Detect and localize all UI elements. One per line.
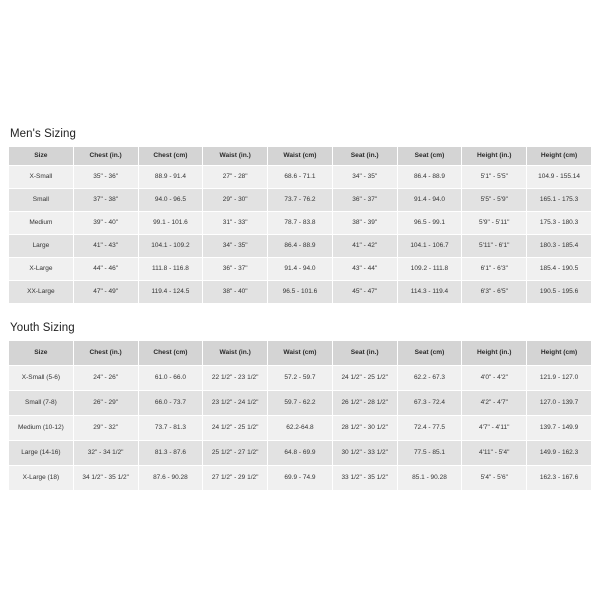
cell-waist-in: 27" - 28"	[203, 166, 268, 189]
cell-seat-in: 30 1/2" - 33 1/2"	[332, 441, 397, 466]
column-header-waist-in: Waist (in.)	[203, 341, 268, 366]
cell-seat-cm: 109.2 - 111.8	[397, 258, 462, 281]
cell-seat-in: 41" - 42"	[332, 235, 397, 258]
cell-height-cm: 149.9 - 162.3	[527, 441, 592, 466]
cell-seat-in: 26 1/2" - 28 1/2"	[332, 391, 397, 416]
cell-chest-cm: 87.6 - 90.28	[138, 466, 203, 491]
table-row	[9, 235, 592, 258]
cell-height-in: 5'5" - 5'9"	[462, 189, 527, 212]
cell-seat-in: 34" - 35"	[332, 166, 397, 189]
column-header-seat-cm: Seat (cm)	[397, 341, 462, 366]
cell-chest-cm: 94.0 - 96.5	[138, 189, 203, 212]
cell-height-cm: 162.3 - 167.6	[527, 466, 592, 491]
cell-seat-in: 33 1/2" - 35 1/2"	[332, 466, 397, 491]
cell-size: X-Small	[9, 166, 74, 189]
column-header-waist-in: Waist (in.)	[203, 147, 268, 166]
cell-chest-in: 37" - 38"	[73, 189, 138, 212]
youth-sizing-title: Youth Sizing	[10, 322, 75, 334]
cell-height-cm: 165.1 - 175.3	[527, 189, 592, 212]
cell-chest-cm: 66.0 - 73.7	[138, 391, 203, 416]
cell-height-cm: 175.3 - 180.3	[527, 212, 592, 235]
column-header-height-in: Height (in.)	[462, 147, 527, 166]
column-header-height-in: Height (in.)	[462, 341, 527, 366]
column-header-seat-in: Seat (in.)	[332, 341, 397, 366]
cell-seat-cm: 77.5 - 85.1	[397, 441, 462, 466]
cell-size: Medium	[9, 212, 74, 235]
cell-size: Small	[9, 189, 74, 212]
cell-seat-in: 38" - 39"	[332, 212, 397, 235]
cell-waist-cm: 68.6 - 71.1	[268, 166, 333, 189]
cell-chest-cm: 61.0 - 66.0	[138, 366, 203, 391]
cell-seat-in: 45" - 47"	[332, 281, 397, 304]
cell-seat-cm: 96.5 - 99.1	[397, 212, 462, 235]
cell-seat-cm: 62.2 - 67.3	[397, 366, 462, 391]
cell-chest-in: 35" - 36"	[73, 166, 138, 189]
cell-size: Large (14-16)	[9, 441, 74, 466]
cell-waist-cm: 64.8 - 69.9	[268, 441, 333, 466]
column-header-seat-in: Seat (in.)	[332, 147, 397, 166]
cell-waist-in: 31" - 33"	[203, 212, 268, 235]
cell-size: Medium (10-12)	[9, 416, 74, 441]
cell-size: X-Large (18)	[9, 466, 74, 491]
cell-height-in: 4'7" - 4'11"	[462, 416, 527, 441]
cell-chest-in: 44" - 46"	[73, 258, 138, 281]
table-row	[9, 391, 592, 416]
cell-waist-in: 34" - 35"	[203, 235, 268, 258]
table-header-row	[9, 147, 592, 166]
table-row	[9, 189, 592, 212]
cell-height-cm: 127.0 - 139.7	[527, 391, 592, 416]
cell-waist-in: 27 1/2" - 29 1/2"	[203, 466, 268, 491]
cell-size: Large	[9, 235, 74, 258]
cell-seat-cm: 104.1 - 106.7	[397, 235, 462, 258]
column-header-height-cm: Height (cm)	[527, 341, 592, 366]
size-chart-content	[8, 128, 592, 491]
cell-seat-in: 36" - 37"	[332, 189, 397, 212]
mens-table-header	[9, 147, 592, 166]
cell-height-in: 6'3" - 6'5"	[462, 281, 527, 304]
cell-height-cm: 185.4 - 190.5	[527, 258, 592, 281]
cell-waist-cm: 78.7 - 83.8	[268, 212, 333, 235]
cell-height-cm: 139.7 - 149.9	[527, 416, 592, 441]
cell-height-in: 5'4" - 5'6"	[462, 466, 527, 491]
column-header-waist-cm: Waist (cm)	[268, 341, 333, 366]
table-row	[9, 281, 592, 304]
youth-sizing-section	[8, 322, 592, 491]
youth-table-header	[9, 341, 592, 366]
cell-height-in: 4'0" - 4'2"	[462, 366, 527, 391]
cell-waist-in: 38" - 40"	[203, 281, 268, 304]
cell-chest-cm: 81.3 - 87.6	[138, 441, 203, 466]
cell-height-cm: 104.9 - 155.14	[527, 166, 592, 189]
cell-size: X-Large	[9, 258, 74, 281]
cell-waist-in: 25 1/2" - 27 1/2"	[203, 441, 268, 466]
cell-chest-in: 39" - 40"	[73, 212, 138, 235]
cell-height-cm: 180.3 - 185.4	[527, 235, 592, 258]
youth-table-body	[9, 366, 592, 491]
cell-chest-in: 41" - 43"	[73, 235, 138, 258]
cell-chest-cm: 104.1 - 109.2	[138, 235, 203, 258]
column-header-chest-cm: Chest (cm)	[138, 147, 203, 166]
mens-sizing-section	[8, 128, 592, 304]
cell-seat-in: 28 1/2" - 30 1/2"	[332, 416, 397, 441]
cell-waist-cm: 62.2-64.8	[268, 416, 333, 441]
cell-height-cm: 190.5 - 195.6	[527, 281, 592, 304]
cell-seat-cm: 91.4 - 94.0	[397, 189, 462, 212]
cell-size: X-Small (5-6)	[9, 366, 74, 391]
column-header-chest-in: Chest (in.)	[73, 147, 138, 166]
table-header-row	[9, 341, 592, 366]
table-row	[9, 366, 592, 391]
cell-waist-cm: 91.4 - 94.0	[268, 258, 333, 281]
mens-table-body	[9, 166, 592, 304]
cell-waist-in: 23 1/2" - 24 1/2"	[203, 391, 268, 416]
cell-waist-cm: 69.9 - 74.9	[268, 466, 333, 491]
column-header-size: Size	[9, 147, 74, 166]
cell-chest-cm: 111.8 - 116.8	[138, 258, 203, 281]
mens-sizing-title: Men's Sizing	[10, 128, 77, 140]
cell-chest-in: 47" - 49"	[73, 281, 138, 304]
column-header-seat-cm: Seat (cm)	[397, 147, 462, 166]
cell-chest-in: 32" - 34 1/2"	[73, 441, 138, 466]
cell-waist-cm: 59.7 - 62.2	[268, 391, 333, 416]
cell-chest-in: 24" - 26"	[73, 366, 138, 391]
cell-waist-in: 29" - 30"	[203, 189, 268, 212]
cell-height-in: 5'11" - 6'1"	[462, 235, 527, 258]
cell-waist-cm: 96.5 - 101.6	[268, 281, 333, 304]
column-header-waist-cm: Waist (cm)	[268, 147, 333, 166]
column-header-chest-in: Chest (in.)	[73, 341, 138, 366]
cell-waist-in: 36" - 37"	[203, 258, 268, 281]
table-row	[9, 166, 592, 189]
column-header-chest-cm: Chest (cm)	[138, 341, 203, 366]
cell-chest-cm: 119.4 - 124.5	[138, 281, 203, 304]
youth-sizing-table	[8, 340, 592, 491]
cell-waist-in: 24 1/2" - 25 1/2"	[203, 416, 268, 441]
cell-size: XX-Large	[9, 281, 74, 304]
cell-seat-cm: 114.3 - 119.4	[397, 281, 462, 304]
cell-height-cm: 121.9 - 127.0	[527, 366, 592, 391]
cell-chest-cm: 99.1 - 101.6	[138, 212, 203, 235]
cell-chest-in: 29" - 32"	[73, 416, 138, 441]
cell-seat-cm: 72.4 - 77.5	[397, 416, 462, 441]
cell-waist-cm: 57.2 - 59.7	[268, 366, 333, 391]
cell-height-in: 4'2" - 4'7"	[462, 391, 527, 416]
table-row	[9, 441, 592, 466]
cell-chest-in: 34 1/2" - 35 1/2"	[73, 466, 138, 491]
cell-height-in: 4'11" - 5'4"	[462, 441, 527, 466]
cell-seat-cm: 86.4 - 88.9	[397, 166, 462, 189]
cell-height-in: 5'9" - 5'11"	[462, 212, 527, 235]
cell-chest-cm: 73.7 - 81.3	[138, 416, 203, 441]
table-row	[9, 416, 592, 441]
cell-seat-in: 24 1/2" - 25 1/2"	[332, 366, 397, 391]
column-header-height-cm: Height (cm)	[527, 147, 592, 166]
mens-sizing-table	[8, 146, 592, 304]
table-row	[9, 466, 592, 491]
table-row	[9, 212, 592, 235]
column-header-size: Size	[9, 341, 74, 366]
cell-seat-in: 43" - 44"	[332, 258, 397, 281]
cell-chest-in: 26" - 29"	[73, 391, 138, 416]
cell-size: Small (7-8)	[9, 391, 74, 416]
cell-chest-cm: 88.9 - 91.4	[138, 166, 203, 189]
cell-seat-cm: 85.1 - 90.28	[397, 466, 462, 491]
cell-seat-cm: 67.3 - 72.4	[397, 391, 462, 416]
table-row	[9, 258, 592, 281]
cell-waist-in: 22 1/2" - 23 1/2"	[203, 366, 268, 391]
cell-height-in: 6'1" - 6'3"	[462, 258, 527, 281]
cell-waist-cm: 73.7 - 76.2	[268, 189, 333, 212]
cell-height-in: 5'1" - 5'5"	[462, 166, 527, 189]
cell-waist-cm: 86.4 - 88.9	[268, 235, 333, 258]
